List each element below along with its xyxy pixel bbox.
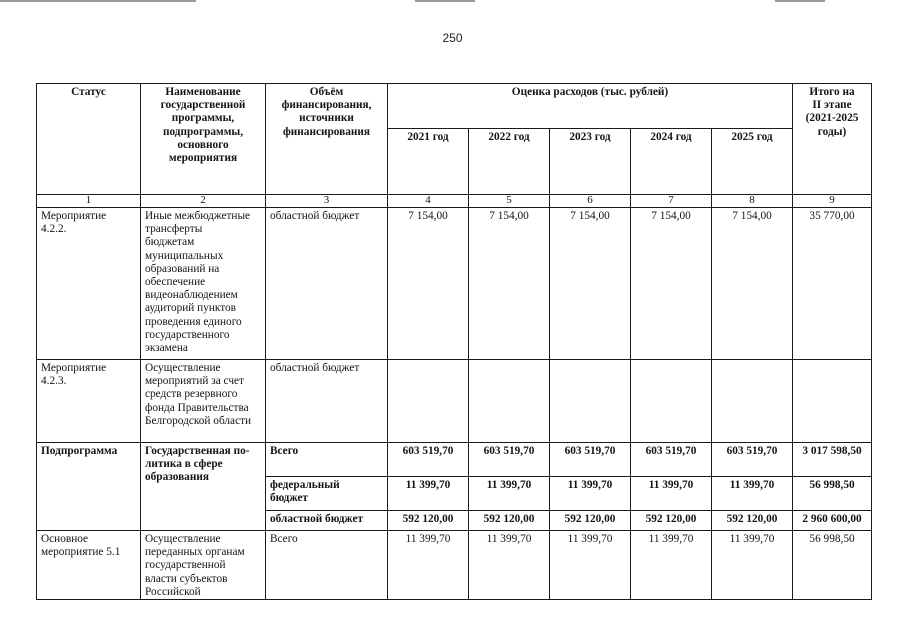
row-source: Всего [266,443,388,477]
row-source: областной бюджет [266,208,388,360]
value-2023: 7 154,00 [550,208,631,360]
row-status: Подпрограмма [37,443,141,531]
value-2024: 7 154,00 [631,208,712,360]
value-2021: 7 154,00 [388,208,469,360]
value-total: 56 998,50 [793,477,872,511]
row-source: областной бюджет [266,511,388,531]
header-year-2023: 2023 год [550,129,631,195]
value-total: 56 998,50 [793,531,872,600]
value-empty [469,360,550,443]
budget-table [36,83,872,600]
value-2021: 11 399,70 [388,477,469,511]
column-number: 4 [388,195,469,208]
value-2025: 7 154,00 [712,208,793,360]
header-funding: Объём финансирования, источники финансирования [266,84,388,195]
column-number: 7 [631,195,712,208]
column-number: 2 [141,195,266,208]
value-2023: 592 120,00 [550,511,631,531]
column-number: 6 [550,195,631,208]
value-2022: 592 120,00 [469,511,550,531]
row-name: Иные межбюджетные трансферты бюджетам муниципальных образований на обеспечение видеонаблюдением аудиторий пунктов проведения единого государственного экзамена [141,208,266,360]
value-empty [550,360,631,443]
value-2025: 11 399,70 [712,531,793,600]
header-status: Статус [37,84,141,195]
header-name: Наименование государственной программы, подпрограммы, основного мероприятия [141,84,266,195]
column-number: 5 [469,195,550,208]
value-empty [388,360,469,443]
row-source: федеральный бюджет [266,477,388,511]
header-year-2021: 2021 год [388,129,469,195]
header-year-2025: 2025 год [712,129,793,195]
header-year-2022: 2022 год [469,129,550,195]
header-row [37,84,872,129]
value-2024: 11 399,70 [631,477,712,511]
value-2024: 11 399,70 [631,531,712,600]
column-number-row [37,195,872,208]
value-total: 35 770,00 [793,208,872,360]
value-total: 3 017 598,50 [793,443,872,477]
column-number: 1 [37,195,141,208]
row-name: Осуществление мероприятий за счет средств резервного фонда Правительства Белгородской области [141,360,266,443]
table-row [37,360,872,443]
row-status: Основное мероприятие 5.1 [37,531,141,600]
value-2022: 11 399,70 [469,531,550,600]
table-row [37,208,872,360]
column-number: 3 [266,195,388,208]
value-2021: 592 120,00 [388,511,469,531]
value-2025: 11 399,70 [712,477,793,511]
column-number: 8 [712,195,793,208]
value-2023: 603 519,70 [550,443,631,477]
header-year-2024: 2024 год [631,129,712,195]
value-2023: 11 399,70 [550,477,631,511]
scan-edge-right [775,0,825,2]
table-row [37,531,872,600]
value-2022: 7 154,00 [469,208,550,360]
value-2024: 592 120,00 [631,511,712,531]
value-empty [712,360,793,443]
row-status: Мероприятие 4.2.2. [37,208,141,360]
scan-edge-left [0,0,196,2]
row-name: Государственная по- литика в сфере образования [141,443,266,531]
value-total: 2 960 600,00 [793,511,872,531]
row-source: областной бюджет [266,360,388,443]
value-empty [793,360,872,443]
row-source: Всего [266,531,388,600]
table-row-subprogram [37,443,872,477]
value-2024: 603 519,70 [631,443,712,477]
value-2022: 603 519,70 [469,443,550,477]
value-2021: 11 399,70 [388,531,469,600]
page-number: 250 [442,31,463,45]
row-name: Осуществление переданных органам государственной власти субъектов Российской [141,531,266,600]
scan-edge-middle [415,0,475,2]
column-number: 9 [793,195,872,208]
header-total: Итого на II этапе (2021-2025 годы) [793,84,872,195]
value-2022: 11 399,70 [469,477,550,511]
header-estimate: Оценка расходов (тыс. рублей) [388,84,793,129]
value-2023: 11 399,70 [550,531,631,600]
value-empty [631,360,712,443]
value-2025: 592 120,00 [712,511,793,531]
row-status: Мероприятие 4.2.3. [37,360,141,443]
value-2021: 603 519,70 [388,443,469,477]
value-2025: 603 519,70 [712,443,793,477]
